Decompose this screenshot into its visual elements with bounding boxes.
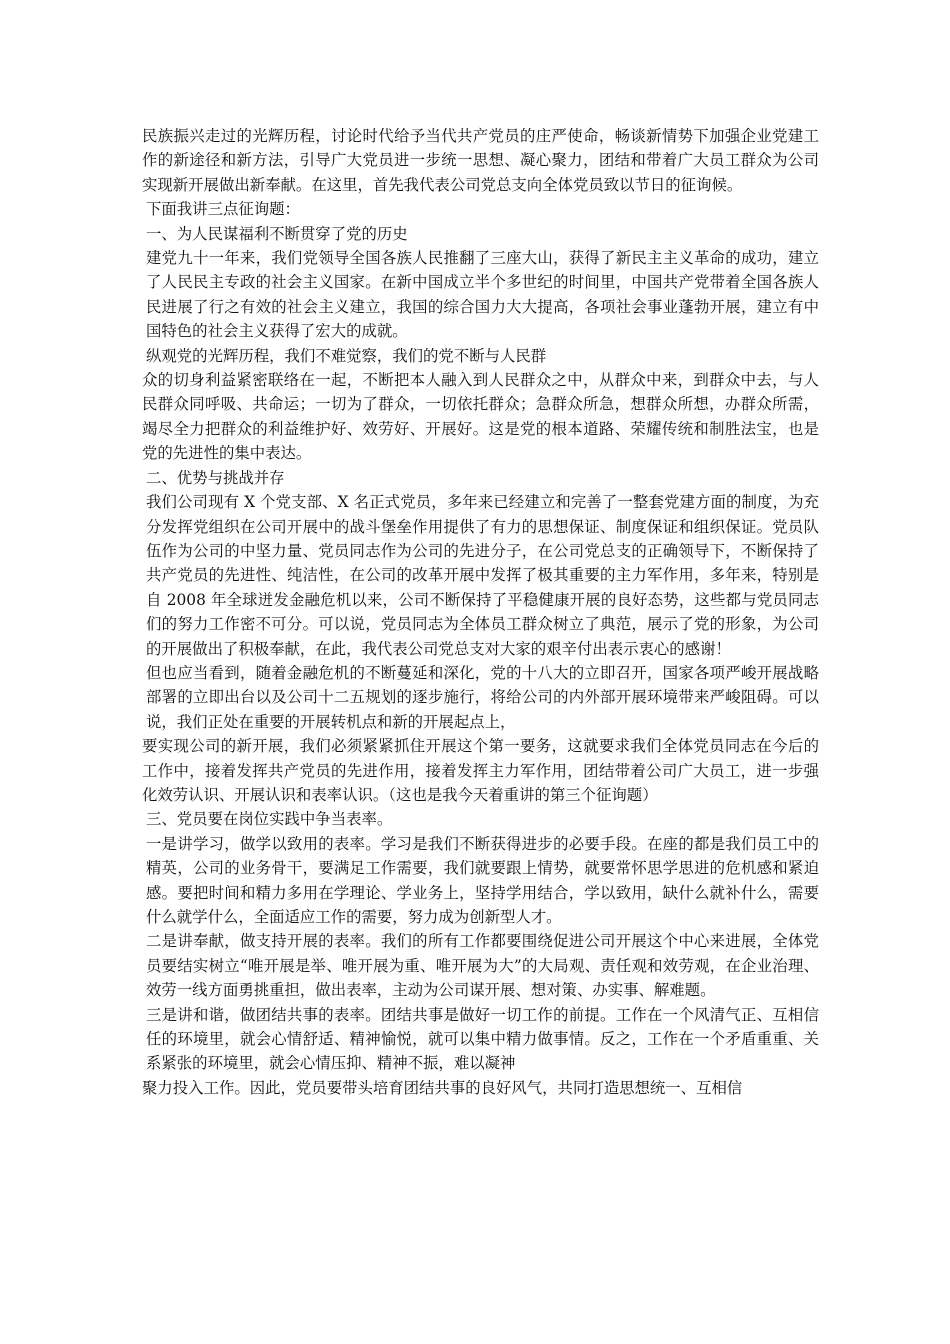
paragraph-challenges: 但也应当看到，随着金融危机的不断蔓延和深化，党的十八大的立即召开，国家各项严峻开展战略部署的立即出台以及公司十二五规划的逐步施行，将给公司的内外部开展环境带来严峻阻碍。可以说，我们正处在重要的开展转机点和新的开展起点上， <box>146 663 819 731</box>
section-heading-three: 三、党员要在岗位实践中争当表率。 <box>146 810 393 829</box>
paragraph-harmony: 三是讲和谐，做团结共事的表率。团结共事是做好一切工作的前提。工作在一个风清气正、互相信任的环境里，就会心情舒适、精神愉悦，就可以集中精力做事情。反之，工作在一个矛盾重重、关系紧张的环境里，就会心情压抑、精神不振，难以凝神 <box>146 1005 819 1073</box>
paragraph-harmony-continued: 聚力投入工作。因此，党员要带头培育团结共事的良好风气，共同打造思想统一、互相信 <box>142 1078 743 1097</box>
section-heading-two: 二、优势与挑战并存 <box>146 468 285 487</box>
paragraph-new-development: 要实现公司的新开展，我们必须紧紧抓住开展这个第一要务，这就要求我们全体党员同志在今后的工作中，接着发挥共产党员的先进作用，接着发挥主力军作用，团结带着公司广大员工，进一步强化效劳认识、开展认识和表率认识。（这也是我今天着重讲的第三个征询题） <box>142 737 819 804</box>
document-page <box>142 124 819 1100</box>
paragraph-party-history: 建党九十一年来，我们党领导全国各族人民推翻了三座大山，获得了新民主主义革命的成功，建立了人民民主专政的社会主义国家。在新中国成立半个多世纪的时间里，中国共产党带着全国各族人民进展了行之有效的社会主义建立，我国的综合国力大大提高，各项社会事业蓬勃开展，建立有中国特色的社会主义获得了宏大的成就。 <box>146 249 819 341</box>
section-heading-one: 一、为人民谋福利不断贯穿了党的历史 <box>146 224 408 243</box>
paragraph-intro-continued: 民族振兴走过的光辉历程，讨论时代给予当代共产党员的庄严使命，畅谈新情势下加强企业党建工作的新途径和新方法，引导广大党员进一步统一思想、凝心聚力，团结和带着广大员工群众为公司实现新开展做出新奉献。在这里，首先我代表公司党总支向全体党员致以节日的征询候。 <box>142 127 819 194</box>
paragraph-learning: 一是讲学习，做学以致用的表率。学习是我们不断获得进步的必要手段。在座的都是我们员工中的精英，公司的业务骨干，要满足工作需要，我们就要跟上情势，就要常怀思学思进的危机感和紧迫感。要把时间和精力多用在学理论、学业务上，坚持学用结合，学以致用，缺什么就补什么，需要什么就学什么，全面适应工作的需要，努力成为创新型人才。 <box>146 834 819 926</box>
paragraph-company-party-branches: 我们公司现有 X 个党支部、X 名正式党员，多年来已经建立和完善了一整套党建方面的制度，为充分发挥党组织在公司开展中的战斗堡垒作用提供了有力的思想保证、制度保证和组织保证。党员队伍作为公司的中坚力量、党员同志作为公司的先进分子，在公司党总支的正确领导下，不断保持了共产党员的先进性、纯洁性，在公司的改革开展中发挥了极其重要的主力军作用，多年来，特别是自 2008 年全球迸发金融危机以来，公司不断保持了平稳健康开展的良好态势，这些都与党员同志们的努力工作密不可分。可以说，党员同志为全体员工群众树立了典范，展示了党的形象，为公司的开展做出了积极奉献，在此，我代表公司党总支对大家的艰辛付出表示衷心的感谢！ <box>146 493 819 658</box>
paragraph-mass-interest: 众的切身利益紧密联络在一起，不断把本人融入到人民群众之中，从群众中来，到群众中去，与人民群众同呼吸、共命运；一切为了群众，一切依托群众；急群众所急，想群众所想，办群众所需，竭尽全力把群众的利益维护好、效劳好、开展好。这是党的根本道路、荣耀传统和制胜法宝，也是党的先进性的集中表达。 <box>142 371 819 463</box>
paragraph-three-points: 下面我讲三点征询题： <box>146 200 300 219</box>
paragraph-party-course: 纵观党的光辉历程，我们不难觉察，我们的党不断与人民群 <box>146 346 547 365</box>
paragraph-dedication: 二是讲奉献，做支持开展的表率。我们的所有工作都要围绕促进公司开展这个中心来进展，全体党员要结实树立“唯开展是举、唯开展为重、唯开展为大”的大局观、责任观和效劳观，在企业治理、效劳一线方面勇挑重担，做出表率，主动为公司谋开展、想对策、办实事、解难题。 <box>146 932 819 1000</box>
